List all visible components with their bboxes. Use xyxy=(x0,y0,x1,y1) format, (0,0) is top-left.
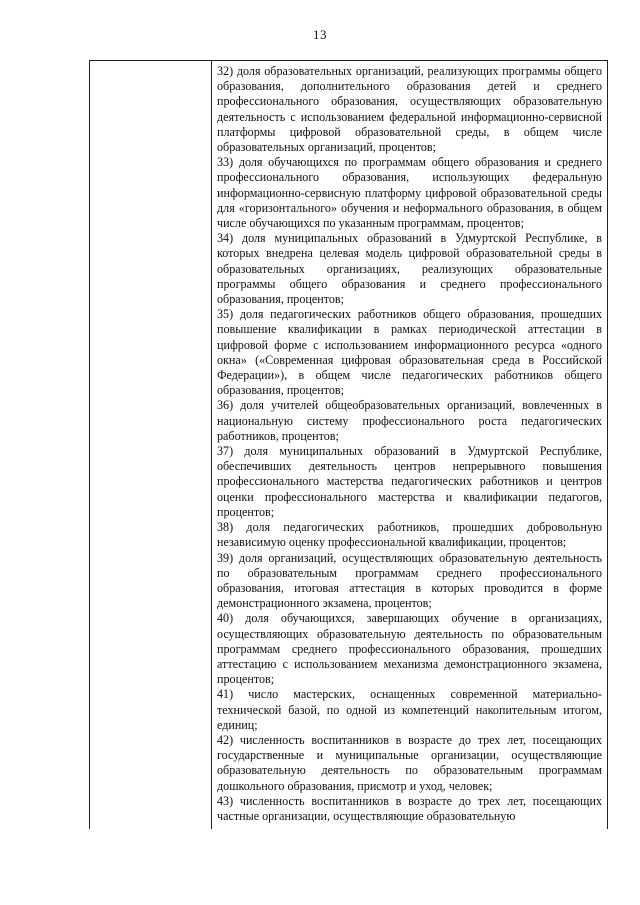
page-number: 13 xyxy=(313,27,327,42)
list-item: 36) доля учителей общеобразовательных организаций, вовлеченных в национальную систему профессионального роста педагогических работников, процентов; xyxy=(217,398,602,443)
document-table xyxy=(89,60,608,829)
table-cell-content xyxy=(212,61,607,829)
table-cell-empty xyxy=(90,61,212,829)
list-item: 37) доля муниципальных образований в Удмуртской Республике, обеспечивших деятельность центров непрерывного повышения профессионального мастерства педагогических работников и центров оценки профессионального мастерства и квалификации педагогов, процентов; xyxy=(217,444,602,519)
list-item: 34) доля муниципальных образований в Удмуртской Республике, в которых внедрена целевая модель цифровой образовательной среды в образовательных организациях, реализующих образовательные программы общего образования и среднего профессионального образования, процентов; xyxy=(217,231,602,307)
list-item: 39) доля организаций, осуществляющих образовательную деятельность по образовательным программам среднего профессионального образования, итоговая аттестация в которых проводится в форме демонстрационного экзамена, процентов; xyxy=(217,550,602,611)
list-item: 40) доля обучающихся, завершающих обучение в организациях, осуществляющих образовательную деятельность по образовательным программам среднего профессионального образования, прошедших аттестацию с использованием механизма демонстрационного экзамена, процентов; xyxy=(217,611,602,687)
list-item: 42) численность воспитанников в возрасте до трех лет, посещающих государственные и муниципальные организации, осуществляющие образовательную деятельность по образовательным программам дошкольного образования, присмотр и уход, человек; xyxy=(217,732,602,793)
list-item: 43) численность воспитанников в возрасте до трех лет, посещающих частные организации, осуществляющие образовательную xyxy=(217,793,602,823)
list-item: 38) доля педагогических работников, прошедших добровольную независимую оценку профессиональной квалификации, процентов; xyxy=(217,520,602,550)
list-item: 33) доля обучающихся по программам общего образования и среднего профессионального образования, использующих федеральную информационно-сервисную платформу цифровой образовательной среды для «горизонтального» обучения и неформального образования, в общем числе обучающихся по указанным программам, процентов; xyxy=(217,155,602,231)
list-item: 32) доля образовательных организаций, реализующих программы общего образования, дополнительного образования детей и среднего профессионального образования, осуществляющих образовательную деятельность с использованием федеральной информационно-сервисной платформы цифровой образовательной среды, в общем числе образовательных организаций, процентов; xyxy=(217,64,602,155)
list-item: 35) доля педагогических работников общего образования, прошедших повышение квалификации в рамках периодической аттестации в цифровой форме с использованием информационного ресурса «одного окна» («Современная цифровая образовательная среда в Российской Федерации»), в общем числе педагогических работников общего образования, процентов; xyxy=(217,307,602,398)
list-item: 41) число мастерских, оснащенных современной материально-технической базой, по одной из компетенций накопительным итогом, единиц; xyxy=(217,687,602,732)
